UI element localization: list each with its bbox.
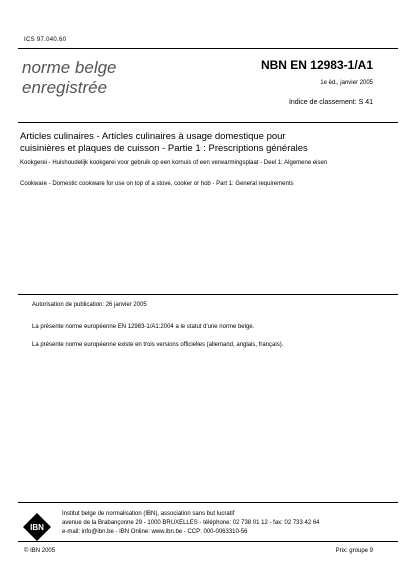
- edition-date: 1e éd., janvier 2005: [320, 80, 373, 86]
- standard-reference: NBN EN 12983-1/A1: [260, 58, 373, 72]
- bottom-divider: [18, 541, 398, 542]
- ics-code: ICS 97.040.60: [24, 37, 67, 43]
- top-divider: [18, 48, 398, 49]
- ibn-logo: [22, 512, 52, 542]
- norme-title: [22, 58, 117, 98]
- versions-paragraph: La présente norme européenne existe en trois versions officielles (allemand, anglais, français).: [32, 342, 284, 348]
- price-group: Prix: groupe 9: [335, 548, 373, 554]
- norme-line-2: enregistrée: [22, 78, 108, 97]
- french-title-line-2: cuisinières et plaques de cuisson - Partie 1 : Prescriptions générales: [20, 142, 308, 154]
- publication-authorisation: Autorisation de publication: 26 janvier 2005: [32, 302, 147, 308]
- copyright: © IBN 2005: [24, 548, 56, 554]
- norme-line-1: norme belge: [22, 58, 117, 77]
- english-title: Cookware - Domestic cookware for use on top of a stove, cooker or hob - Part 1: General requirements: [20, 181, 294, 187]
- status-paragraph: La présente norme européenne EN 12983-1/A1:2004 a le statut d'une norme belge.: [32, 324, 255, 330]
- classification-index: Indice de classement: S 41: [288, 99, 373, 106]
- footer-divider: [18, 502, 398, 503]
- dutch-title: Kookgerei - Huishoudelijk kookgerei voor gebruik op een kornuis of een verwarmingsplaat - Deel 1: Algemene eisen: [20, 160, 328, 166]
- ibn-logo-text: IBN: [30, 523, 44, 532]
- title-divider: [18, 122, 398, 123]
- institute-name: Institut belge de normalisation (IBN), association sans but lucratif: [62, 511, 235, 517]
- french-title: [20, 131, 392, 154]
- body-divider: [18, 294, 398, 295]
- institute-address: avenue de la Brabançonne 29 - 1000 BRUXELLES - téléphone: 02 738 01 12 - fax: 02 733 42 64: [62, 520, 320, 526]
- french-title-line-1: Articles culinaires - Articles culinaires à usage domestique pour: [20, 131, 286, 142]
- institute-contact: e-mail: info@ibn.be - IBN Online: www.ibn.be - CCP: 000-0063310-56: [62, 529, 248, 535]
